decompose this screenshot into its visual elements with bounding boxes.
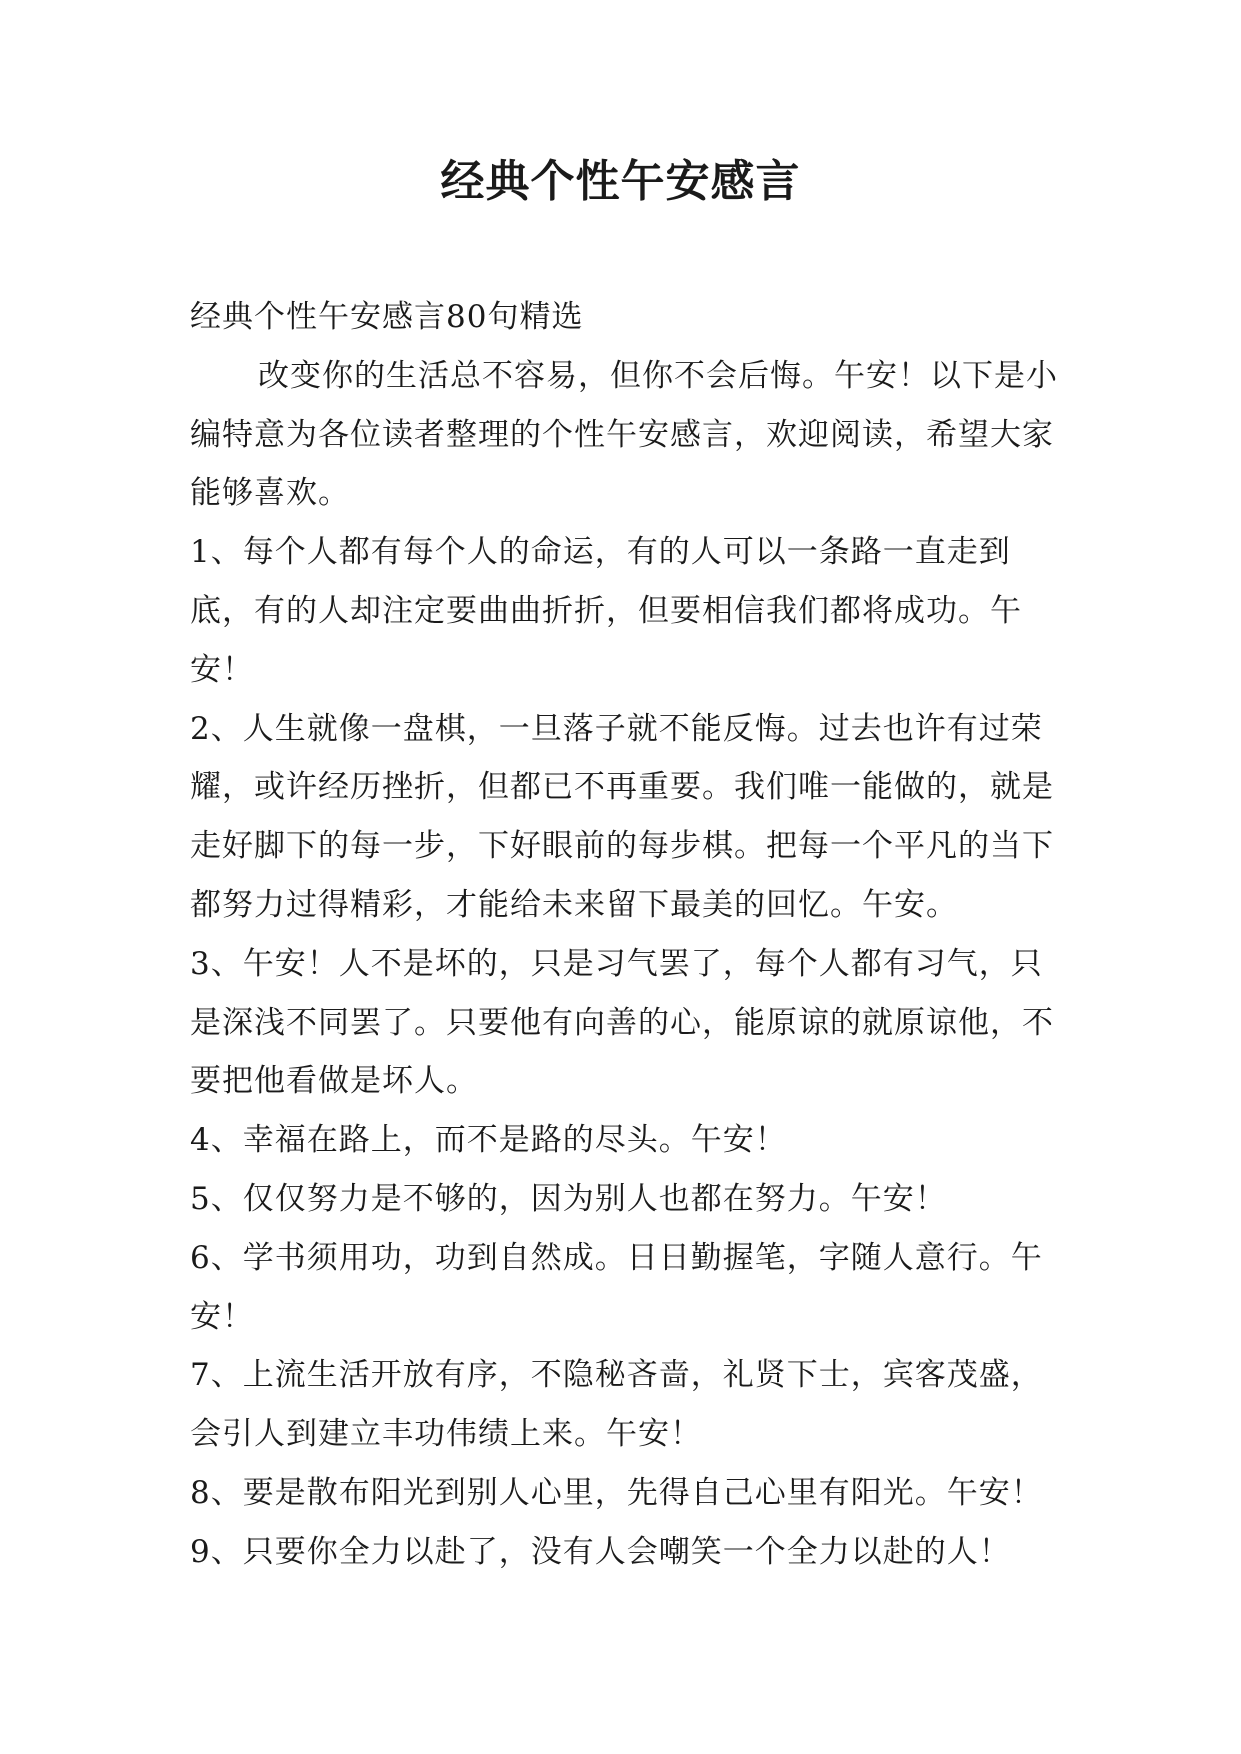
- document-title: 经典个性午安感言: [440, 156, 801, 207]
- quote-item-7: 7、上流生活开放有序，不隐秘吝啬，礼贤下士，宾客茂盛，会引人到建立丰功伟绩上来。午安！: [190, 1357, 1043, 1453]
- quote-item-3: 3、午安！人不是坏的，只是习气罢了，每个人都有习气，只是深浅不同罢了。只要他有向善的心，能原谅的就原谅他，不要把他看做是坏人。: [190, 945, 1054, 1100]
- intro-paragraph: 改变你的生活总不容易，但你不会后悔。午安！以下是小编特意为各位读者整理的个性午安感言，欢迎阅读，希望大家能够喜欢。: [190, 357, 1058, 512]
- document-body: [190, 288, 1060, 1582]
- quote-item-1: 1、每个人都有每个人的命运，有的人可以一条路一直走到底，有的人却注定要曲曲折折，但要相信我们都将成功。午安！: [190, 534, 1022, 688]
- quote-item-8: 8、要是散布阳光到别人心里，先得自己心里有阳光。午安！: [190, 1474, 1043, 1511]
- quote-item-9: 9、只要你全力以赴了，没有人会嘲笑一个全力以赴的人！: [190, 1533, 1011, 1570]
- quote-item-2: 2、人生就像一盘棋，一旦落子就不能反悔。过去也许有过荣耀，或许经历挫折，但都已不再重要。我们唯一能做的，就是走好脚下的每一步，下好眼前的每步棋。把每一个平凡的当下都努力过得精彩，才能给未来留下最美的回忆。午安。: [190, 710, 1054, 923]
- quote-item-5: 5、仅仅努力是不够的，因为别人也都在努力。午安！: [190, 1180, 947, 1217]
- quote-item-6: 6、学书须用功，功到自然成。日日勤握笔，字随人意行。午安！: [190, 1239, 1043, 1335]
- document-subtitle: 经典个性午安感言80句精选: [190, 299, 584, 335]
- quote-item-4: 4、幸福在路上，而不是路的尽头。午安！: [190, 1122, 787, 1159]
